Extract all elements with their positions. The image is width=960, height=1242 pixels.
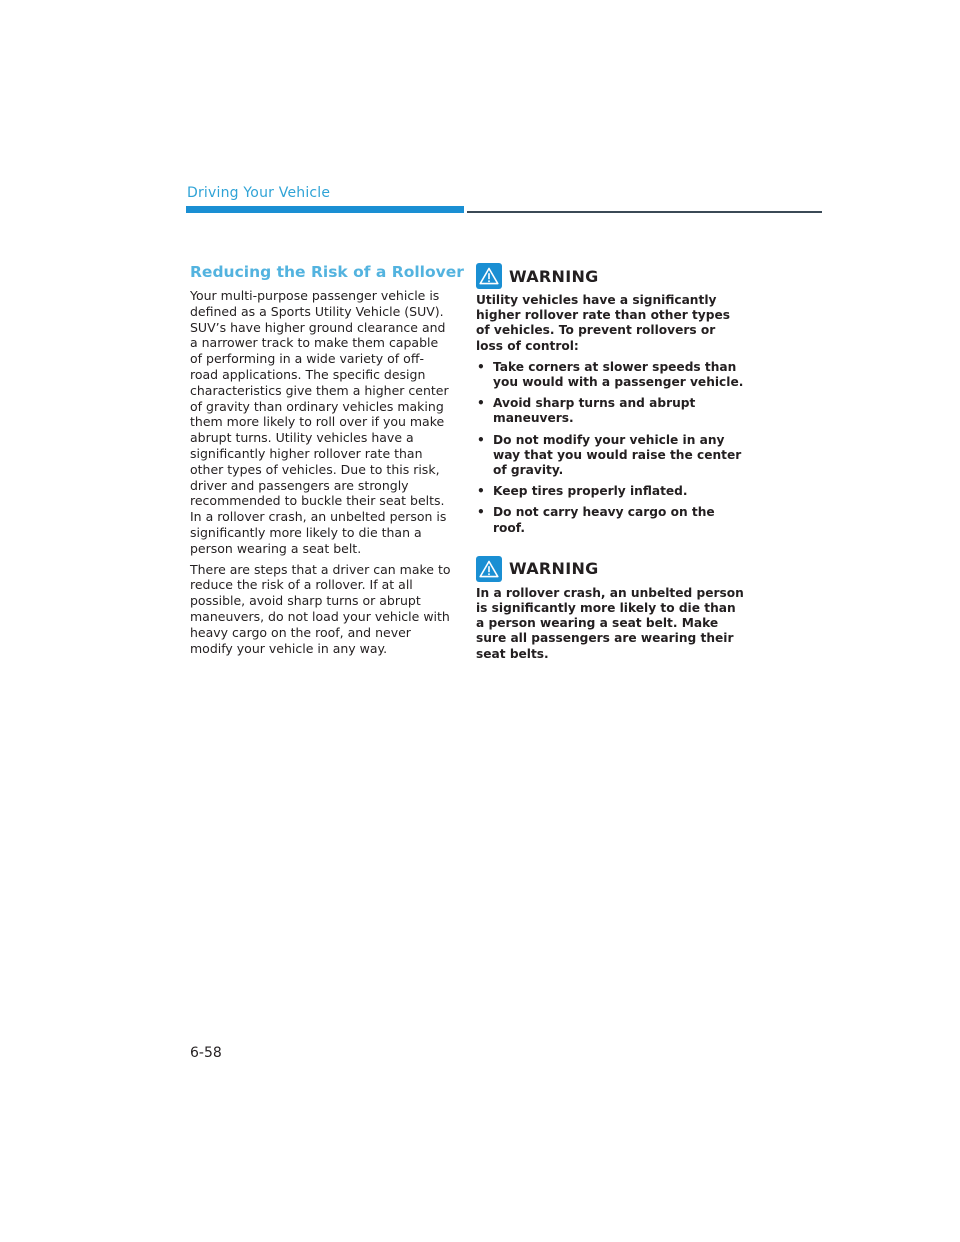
bullet-glyph: • — [477, 484, 485, 499]
warnings-column — [476, 263, 746, 682]
list-item — [476, 484, 746, 499]
list-item-text: Keep tires properly inflated. — [493, 484, 688, 499]
list-item-text: Do not modify your vehicle in any way that you would raise the center of gravity. — [493, 432, 742, 478]
warning-triangle-icon — [476, 556, 502, 582]
list-item — [476, 505, 746, 535]
warning-title: WARNING — [509, 266, 599, 286]
list-item-text: Do not carry heavy cargo on the roof. — [493, 505, 715, 535]
bullet-glyph: • — [477, 505, 485, 520]
header-section-title: Driving Your Vehicle — [187, 185, 331, 201]
list-item — [476, 360, 746, 390]
body-paragraph-1: Your multi-purpose passenger vehicle is defined as a Sports Utility Vehicle (SUV). SUV’s have higher ground clearance and a narrower track to make them capable of performing in a wide variety of off-road applications. The specific design characteristics give them a higher center of gravity than ordinary vehicles making them more likely to roll over if you make abrupt turns. Utility vehicles have a significantly higher rollover rate than other types of vehicles. Due to this risk, driver and passengers are strongly recommended to buckle their seat belts. In a rollover crash, an unbelted person is significantly more likely to die than a person wearing a seat belt. — [190, 288, 449, 556]
warning-text: In a rollover crash, an unbelted person is significantly more likely to die than a person wearing a seat belt. Make sure all passengers are wearing their seat belts. — [476, 585, 744, 661]
page-number: 6-58 — [190, 1045, 222, 1061]
list-item-text: Take corners at slower speeds than you would with a passenger vehicle. — [493, 359, 744, 390]
warning-box-1 — [476, 263, 746, 536]
warning-title: WARNING — [509, 559, 599, 579]
warning-intro-text: Utility vehicles have a significantly higher rollover rate than other types of vehicles. To prevent rollovers or loss of control: — [476, 293, 730, 353]
warning-box-2 — [476, 556, 746, 662]
body-paragraph-2: There are steps that a driver can make to reduce the risk of a rollover. If at all possible, avoid sharp turns or abrupt maneuvers, do not load your vehicle with heavy cargo on the roof, and never modify your vehicle in any way. — [190, 561, 451, 656]
main-column — [190, 263, 464, 661]
warning-header — [476, 556, 746, 582]
page-title: Reducing the Risk of a Rollover — [190, 263, 464, 281]
header-rule — [467, 211, 822, 213]
list-item — [476, 433, 746, 479]
bullet-glyph: • — [477, 359, 485, 374]
warning-bullet-list — [476, 360, 746, 536]
bullet-glyph: • — [477, 432, 485, 447]
header-accent-bar — [186, 206, 464, 213]
bullet-glyph: • — [477, 396, 485, 411]
list-item — [476, 396, 746, 426]
list-item-text: Avoid sharp turns and abrupt maneuvers. — [493, 396, 696, 426]
warning-header — [476, 263, 746, 289]
warning-triangle-icon — [476, 263, 502, 289]
